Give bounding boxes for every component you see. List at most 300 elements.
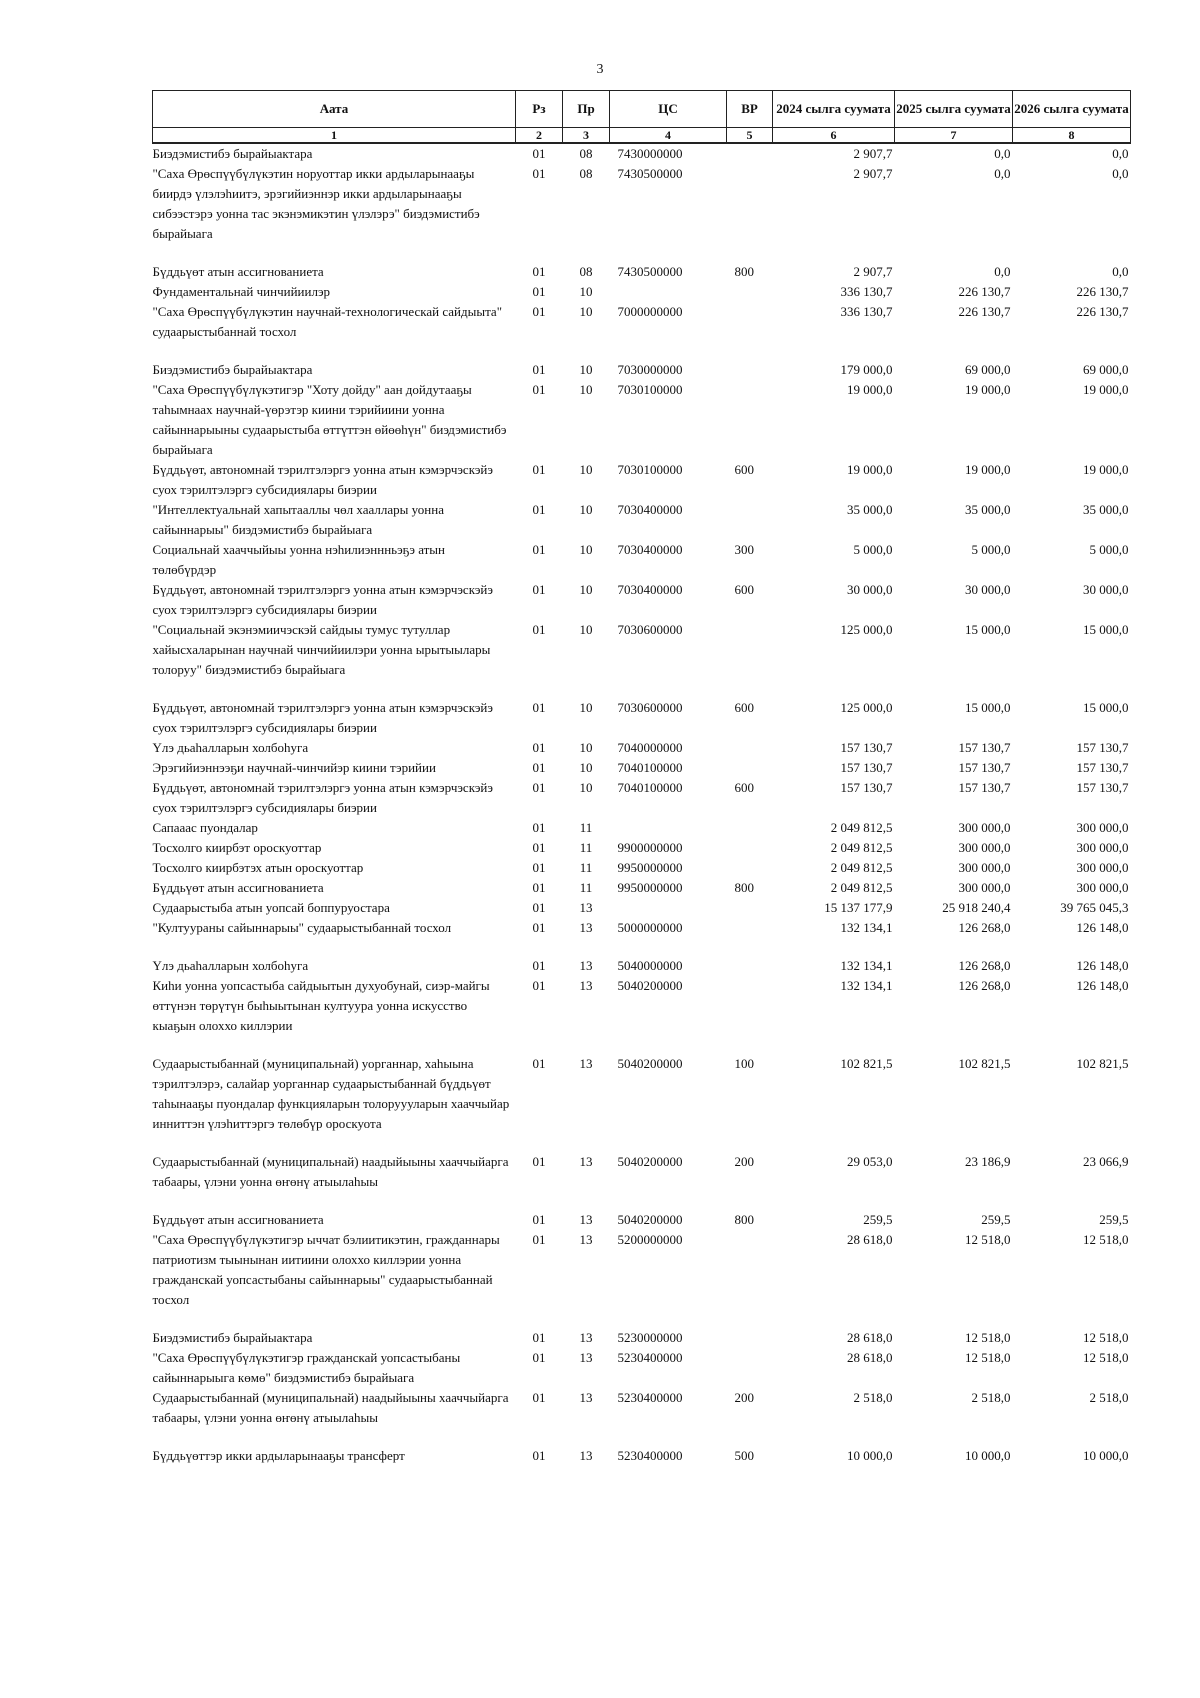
- row-vr: 600: [734, 582, 754, 597]
- row-rz: 01: [532, 502, 546, 517]
- row-pr: 08: [579, 146, 593, 161]
- row-cs: 5230400000: [617, 1350, 683, 1365]
- row-name: Үлэ дьаһалларын холбоһуга: [152, 958, 309, 973]
- row-name: Бүддьүөт, автономнай тэрилтэлэргэ уонна атын кэмэрчэскэйэ суох тэрилтэлэргэ субсидиялары биэрии: [152, 780, 493, 815]
- row-amount-2025: 300 000,0: [958, 840, 1011, 855]
- row-rz: 01: [532, 1056, 546, 1071]
- row-amount-2025: 157 130,7: [958, 760, 1011, 775]
- row-cs: 7000000000: [617, 304, 683, 319]
- row-pr: 10: [579, 760, 593, 775]
- row-amount-2025: 19 000,0: [965, 462, 1011, 477]
- row-cs: 9950000000: [617, 860, 683, 875]
- row-amount-2024: 2 049 812,5: [830, 820, 893, 835]
- row-amount-2026: 300 000,0: [1076, 840, 1129, 855]
- row-amount-2024: 2 049 812,5: [830, 860, 893, 875]
- row-rz: 01: [532, 1154, 546, 1169]
- row-amount-2025: 30 000,0: [965, 582, 1011, 597]
- row-name: Эрэгийиэннээҕи научнай-чинчийэр киини тэрийии: [152, 760, 436, 775]
- col-number: 5: [727, 128, 773, 144]
- row-amount-2026: 126 148,0: [1076, 920, 1129, 935]
- row-rz: 01: [532, 820, 546, 835]
- row-name: Биэдэмистибэ бырайыактара: [152, 1330, 313, 1345]
- table-header: [153, 91, 1131, 144]
- table-row: [153, 818, 1131, 838]
- table-row: [153, 620, 1131, 698]
- row-amount-2025: 69 000,0: [965, 362, 1011, 377]
- row-amount-2026: 102 821,5: [1076, 1056, 1129, 1071]
- row-amount-2024: 19 000,0: [847, 382, 893, 397]
- row-amount-2026: 5 000,0: [1089, 542, 1129, 557]
- row-pr: 10: [579, 780, 593, 795]
- row-amount-2025: 259,5: [981, 1212, 1011, 1227]
- row-amount-2025: 15 000,0: [965, 622, 1011, 637]
- table-row: [153, 1054, 1131, 1152]
- row-cs: 7030400000: [617, 582, 683, 597]
- row-rz: 01: [532, 700, 546, 715]
- row-cs: 7030400000: [617, 502, 683, 517]
- table-row: [153, 1328, 1131, 1348]
- row-pr: 10: [579, 740, 593, 755]
- row-rz: 01: [532, 1390, 546, 1405]
- row-name: Судаарыстыбаннай (муниципальнай) наадыйыыны хааччыйарга табаары, үлэни уонна өҥөнү атыылаһыы: [152, 1390, 509, 1425]
- row-rz: 01: [532, 880, 546, 895]
- row-pr: 13: [579, 978, 593, 993]
- table-row: [153, 738, 1131, 758]
- row-rz: 01: [532, 1448, 546, 1463]
- col-number: 1: [153, 128, 516, 144]
- row-amount-2024: 35 000,0: [847, 502, 893, 517]
- row-amount-2024: 125 000,0: [840, 700, 893, 715]
- row-rz: 01: [532, 382, 546, 397]
- row-amount-2025: 12 518,0: [965, 1330, 1011, 1345]
- row-vr: 800: [734, 264, 754, 279]
- col-number: 2: [516, 128, 563, 144]
- row-rz: 01: [532, 166, 546, 181]
- header-pr: Пр: [563, 91, 610, 128]
- row-name: Судаарыстыба атын уопсай боппуруостара: [152, 900, 390, 915]
- row-pr: 10: [579, 502, 593, 517]
- row-name: "Социальнай экэнэмиичэскэй сайдыы тумус тутуллар хайысхаларынан научнай чинчийиилэри уонна ырытыылары толоруу" биэдэмистибэ бырайыага: [152, 622, 491, 677]
- row-name: "Саха Өрөспүүбүлүкэтин научнай-технологическай сайдыыта" судаарыстыбаннай тосхол: [152, 304, 502, 339]
- row-cs: 5040200000: [617, 1154, 683, 1169]
- table-row: [153, 500, 1131, 540]
- row-vr: 500: [734, 1448, 754, 1463]
- row-cs: 7030600000: [617, 622, 683, 637]
- row-name: Бүддьүөт атын ассигнованиета: [152, 264, 324, 279]
- header-2024: 2024 сылга суумата: [773, 91, 895, 128]
- row-amount-2025: 2 518,0: [971, 1390, 1011, 1405]
- row-amount-2025: 10 000,0: [965, 1448, 1011, 1463]
- row-amount-2025: 157 130,7: [958, 740, 1011, 755]
- row-amount-2025: 0,0: [994, 146, 1011, 161]
- row-pr: 10: [579, 462, 593, 477]
- row-amount-2024: 132 134,1: [840, 958, 893, 973]
- col-number: 6: [773, 128, 895, 144]
- table-row: [153, 302, 1131, 360]
- table-row: [153, 838, 1131, 858]
- row-name: "Саха Өрөспүүбүлүкэтигэр гражданскай уопсастыбаны сайыннарыыга көмө" биэдэмистибэ бырайыага: [152, 1350, 461, 1385]
- header-vr: ВР: [727, 91, 773, 128]
- row-pr: 13: [579, 1330, 593, 1345]
- row-cs: 7030100000: [617, 382, 683, 397]
- row-pr: 10: [579, 582, 593, 597]
- table-row: [153, 360, 1131, 380]
- row-amount-2026: 2 518,0: [1089, 1390, 1129, 1405]
- row-vr: 600: [734, 462, 754, 477]
- row-cs: 7430500000: [617, 166, 683, 181]
- row-amount-2026: 12 518,0: [1083, 1330, 1129, 1345]
- row-vr: [727, 282, 773, 302]
- row-amount-2026: 19 000,0: [1083, 462, 1129, 477]
- row-rz: 01: [532, 264, 546, 279]
- row-vr: [727, 1230, 773, 1328]
- row-cs: 7430000000: [617, 146, 683, 161]
- table-row: [153, 460, 1131, 500]
- row-name: "Култуураны сайыннарыы" судаарыстыбаннай тосхол: [152, 920, 452, 935]
- row-name: Бүддьүөт, автономнай тэрилтэлэргэ уонна атын кэмэрчэскэйэ суох тэрилтэлэргэ субсидиялары биэрии: [152, 582, 493, 617]
- row-name: Бүддьүөт, автономнай тэрилтэлэргэ уонна атын кэмэрчэскэйэ суох тэрилтэлэргэ субсидиялары биэрии: [152, 700, 493, 735]
- row-amount-2024: 2 049 812,5: [830, 840, 893, 855]
- row-cs: [610, 898, 727, 918]
- col-number: 3: [563, 128, 610, 144]
- row-vr: [727, 918, 773, 956]
- row-amount-2024: 179 000,0: [840, 362, 893, 377]
- table-row: [153, 1230, 1131, 1328]
- header-cs: ЦС: [610, 91, 727, 128]
- row-pr: 13: [579, 900, 593, 915]
- row-vr: [727, 360, 773, 380]
- row-name: Фундаментальнай чинчийиилэр: [152, 284, 331, 299]
- row-cs: [610, 818, 727, 838]
- row-cs: 7030600000: [617, 700, 683, 715]
- row-cs: 9900000000: [617, 840, 683, 855]
- row-amount-2024: 30 000,0: [847, 582, 893, 597]
- row-amount-2026: 15 000,0: [1083, 700, 1129, 715]
- row-name: Судаарыстыбаннай (муниципальнай) уорганнар, хаһыына тэрилтэлэрэ, салайар уорганнар судаарыстыбаннай бүддьүөт таһынааҕы пуондалар функцияларын толоруууларын хааччыйар инниттэн үлэһиттэргэ төлөбүр ороскуота: [152, 1056, 510, 1131]
- table-row: [153, 878, 1131, 898]
- page-number: 3: [596, 62, 604, 77]
- row-rz: 01: [532, 760, 546, 775]
- row-rz: 01: [532, 900, 546, 915]
- row-cs: 7030400000: [617, 542, 683, 557]
- row-rz: 01: [532, 582, 546, 597]
- row-name: Бүддьүөт, автономнай тэрилтэлэргэ уонна атын кэмэрчэскэйэ суох тэрилтэлэргэ субсидиялары биэрии: [152, 462, 493, 497]
- row-pr: 11: [579, 880, 593, 895]
- table-row: [153, 380, 1131, 460]
- row-amount-2025: 5 000,0: [971, 542, 1011, 557]
- row-cs: 7430500000: [617, 264, 683, 279]
- row-pr: 11: [579, 860, 593, 875]
- row-pr: 08: [579, 166, 593, 181]
- row-amount-2026: 259,5: [1099, 1212, 1129, 1227]
- row-amount-2026: 0,0: [1112, 264, 1129, 279]
- row-rz: 01: [532, 542, 546, 557]
- row-pr: 10: [579, 304, 593, 319]
- table-row: [153, 282, 1131, 302]
- row-rz: 01: [532, 462, 546, 477]
- row-amount-2024: 157 130,7: [840, 780, 893, 795]
- row-amount-2026: 19 000,0: [1083, 382, 1129, 397]
- row-amount-2025: 0,0: [994, 264, 1011, 279]
- row-cs: 5040200000: [617, 1056, 683, 1071]
- row-name: Биэдэмистибэ бырайыактара: [152, 362, 313, 377]
- row-rz: 01: [532, 1232, 546, 1247]
- table-row: [153, 164, 1131, 262]
- row-cs: 5040200000: [617, 1212, 683, 1227]
- row-amount-2025: 12 518,0: [965, 1232, 1011, 1247]
- row-pr: 10: [579, 542, 593, 557]
- header-2025: 2025 сылга суумата: [895, 91, 1013, 128]
- row-vr: 100: [734, 1056, 754, 1071]
- row-rz: 01: [532, 146, 546, 161]
- table-row: [153, 143, 1131, 164]
- row-name: Тосхолго киирбэт ороскуоттар: [152, 840, 322, 855]
- row-pr: 10: [579, 284, 593, 299]
- row-vr: 200: [734, 1154, 754, 1169]
- row-amount-2025: 226 130,7: [958, 304, 1011, 319]
- row-rz: 01: [532, 622, 546, 637]
- row-pr: 13: [579, 958, 593, 973]
- row-amount-2024: 102 821,5: [840, 1056, 893, 1071]
- row-pr: 13: [579, 1212, 593, 1227]
- row-vr: [727, 143, 773, 164]
- row-amount-2024: 157 130,7: [840, 760, 893, 775]
- row-vr: [727, 620, 773, 698]
- row-vr: [727, 976, 773, 1054]
- row-amount-2025: 126 268,0: [958, 920, 1011, 935]
- row-pr: 13: [579, 1350, 593, 1365]
- row-rz: 01: [532, 920, 546, 935]
- row-rz: 01: [532, 740, 546, 755]
- row-cs: 9950000000: [617, 880, 683, 895]
- table-row: [153, 540, 1131, 580]
- table-row: [153, 698, 1131, 738]
- row-rz: 01: [532, 840, 546, 855]
- table-row: [153, 1348, 1131, 1388]
- row-amount-2026: 39 765 045,3: [1060, 900, 1129, 915]
- row-vr: [727, 1328, 773, 1348]
- row-amount-2025: 300 000,0: [958, 860, 1011, 875]
- row-rz: 01: [532, 1350, 546, 1365]
- row-cs: 7040100000: [617, 760, 683, 775]
- col-number: 8: [1013, 128, 1131, 144]
- row-amount-2025: 15 000,0: [965, 700, 1011, 715]
- row-rz: 01: [532, 978, 546, 993]
- table-row: [153, 898, 1131, 918]
- row-amount-2024: 5 000,0: [853, 542, 893, 557]
- row-rz: 01: [532, 362, 546, 377]
- row-amount-2024: 28 618,0: [847, 1232, 893, 1247]
- row-name: Тосхолго киирбэтэх атын ороскуоттар: [152, 860, 364, 875]
- row-amount-2025: 12 518,0: [965, 1350, 1011, 1365]
- row-amount-2026: 23 066,9: [1083, 1154, 1129, 1169]
- row-cs: 5230400000: [617, 1390, 683, 1405]
- table-row: [153, 758, 1131, 778]
- row-name: Сапааас пуондалар: [152, 820, 258, 835]
- row-amount-2024: 157 130,7: [840, 740, 893, 755]
- row-cs: 7030100000: [617, 462, 683, 477]
- row-amount-2024: 2 049 812,5: [830, 880, 893, 895]
- row-name: Бүддьүөт атын ассигнованиета: [152, 1212, 324, 1227]
- row-rz: 01: [532, 860, 546, 875]
- row-pr: 13: [579, 920, 593, 935]
- row-amount-2026: 126 148,0: [1076, 958, 1129, 973]
- row-amount-2025: 25 918 240,4: [942, 900, 1011, 915]
- row-amount-2026: 0,0: [1112, 146, 1129, 161]
- header-name: Аата: [153, 91, 516, 128]
- row-amount-2025: 35 000,0: [965, 502, 1011, 517]
- row-amount-2024: 2 907,7: [853, 146, 893, 161]
- row-cs: 7040000000: [617, 740, 683, 755]
- table-row: [153, 580, 1131, 620]
- row-amount-2026: 157 130,7: [1076, 740, 1129, 755]
- row-amount-2026: 300 000,0: [1076, 860, 1129, 875]
- row-pr: 10: [579, 362, 593, 377]
- row-amount-2024: 259,5: [863, 1212, 893, 1227]
- row-vr: [727, 1348, 773, 1388]
- row-amount-2025: 19 000,0: [965, 382, 1011, 397]
- row-amount-2024: 19 000,0: [847, 462, 893, 477]
- row-name: Үлэ дьаһалларын холбоһуга: [152, 740, 309, 755]
- row-cs: 5000000000: [617, 920, 683, 935]
- row-amount-2025: 0,0: [994, 166, 1011, 181]
- row-name: Бүддьүөт атын ассигнованиета: [152, 880, 324, 895]
- row-vr: 300: [734, 542, 754, 557]
- row-amount-2024: 125 000,0: [840, 622, 893, 637]
- row-name: "Саха Өрөспүүбүлүкэтин норуоттар икки ардыларынааҕы биирдэ үлэлэһиитэ, эрэгийиэннэр икки ардыларынааҕы сибээстэрэ уонна тас экэнэмикэтин үлэлэрэ" биэдэмистибэ бырайыага: [152, 166, 480, 241]
- table-row: [153, 1446, 1131, 1466]
- row-amount-2025: 157 130,7: [958, 780, 1011, 795]
- row-rz: 01: [532, 304, 546, 319]
- row-name: "Саха Өрөспүүбүлүкэтигэр "Хоту дойду" аан дойдутааҕы таһымнаах научнай-үөрэтэр киини тэрийиини уонна сайыннарыыны судаарыстыба өттүттэн өйөөһүн" биэдэмистибэ бырайыага: [152, 382, 507, 457]
- row-amount-2026: 226 130,7: [1076, 284, 1129, 299]
- row-amount-2025: 300 000,0: [958, 820, 1011, 835]
- row-name: Социальнай хааччыйыы уонна нэһилиэннньэҕэ атын төлөбүрдэр: [152, 542, 445, 577]
- row-cs: 5200000000: [617, 1232, 683, 1247]
- row-pr: 11: [579, 820, 593, 835]
- table-row: [153, 956, 1131, 976]
- row-cs: 5230400000: [617, 1448, 683, 1463]
- row-pr: 13: [579, 1448, 593, 1463]
- row-vr: [727, 380, 773, 460]
- row-amount-2026: 35 000,0: [1083, 502, 1129, 517]
- row-rz: 01: [532, 1212, 546, 1227]
- row-name: Киһи уонна уопсастыба сайдыытын духуобунай, сиэр-майгы өттүнэн төрүтүн быһыытынан култуура уонна искусство кыаҕын олоххо киллэрии: [152, 978, 490, 1033]
- row-amount-2024: 28 618,0: [847, 1350, 893, 1365]
- row-rz: 01: [532, 284, 546, 299]
- row-cs: 5040200000: [617, 978, 683, 993]
- row-amount-2025: 23 186,9: [965, 1154, 1011, 1169]
- row-amount-2024: 132 134,1: [840, 978, 893, 993]
- row-cs: 7040100000: [617, 780, 683, 795]
- row-amount-2025: 102 821,5: [958, 1056, 1011, 1071]
- table-row: [153, 976, 1131, 1054]
- table-row: [153, 778, 1131, 818]
- row-vr: [727, 838, 773, 858]
- row-amount-2024: 2 907,7: [853, 166, 893, 181]
- row-amount-2024: 2 907,7: [853, 264, 893, 279]
- row-amount-2026: 157 130,7: [1076, 780, 1129, 795]
- table-row: [153, 1388, 1131, 1446]
- row-vr: [727, 500, 773, 540]
- row-amount-2026: 69 000,0: [1083, 362, 1129, 377]
- row-vr: [727, 858, 773, 878]
- row-vr: [727, 818, 773, 838]
- table-row: [153, 858, 1131, 878]
- row-name: Судаарыстыбаннай (муниципальнай) наадыйыыны хааччыйарга табаары, үлэни уонна өҥөнү атыылаһыы: [152, 1154, 509, 1189]
- row-amount-2025: 300 000,0: [958, 880, 1011, 895]
- row-amount-2026: 0,0: [1112, 166, 1129, 181]
- row-amount-2026: 300 000,0: [1076, 820, 1129, 835]
- row-rz: 01: [532, 1330, 546, 1345]
- row-amount-2026: 12 518,0: [1083, 1350, 1129, 1365]
- row-amount-2024: 10 000,0: [847, 1448, 893, 1463]
- row-rz: 01: [532, 780, 546, 795]
- row-pr: 08: [579, 264, 593, 279]
- budget-table: [152, 90, 1131, 1466]
- col-number: 4: [610, 128, 727, 144]
- row-pr: 13: [579, 1154, 593, 1169]
- row-vr: 800: [734, 1212, 754, 1227]
- table-row: [153, 918, 1131, 956]
- row-vr: [727, 956, 773, 976]
- row-amount-2026: 300 000,0: [1076, 880, 1129, 895]
- row-vr: 600: [734, 780, 754, 795]
- row-amount-2024: 28 618,0: [847, 1330, 893, 1345]
- row-amount-2026: 10 000,0: [1083, 1448, 1129, 1463]
- row-amount-2026: 15 000,0: [1083, 622, 1129, 637]
- row-vr: 200: [734, 1390, 754, 1405]
- row-vr: [727, 758, 773, 778]
- row-amount-2026: 30 000,0: [1083, 582, 1129, 597]
- row-vr: 800: [734, 880, 754, 895]
- row-cs: [610, 282, 727, 302]
- table-row: [153, 1152, 1131, 1210]
- row-amount-2026: 12 518,0: [1083, 1232, 1129, 1247]
- row-pr: 11: [579, 840, 593, 855]
- row-pr: 13: [579, 1390, 593, 1405]
- row-amount-2024: 2 518,0: [853, 1390, 893, 1405]
- table-row: [153, 262, 1131, 282]
- row-name: Бүддьүөттэр икки ардыларынааҕы трансферт: [152, 1448, 405, 1463]
- row-name: "Саха Өрөспүүбүлүкэтигэр ыччат бэлиитикэтин, гражданнары патриотизм тыынынан иитиини олоххо киллэрии уонна гражданскай уопсастыбаны сайыннарыы" судаарыстыбаннай тосхол: [152, 1232, 500, 1307]
- row-amount-2025: 126 268,0: [958, 958, 1011, 973]
- row-pr: 13: [579, 1232, 593, 1247]
- row-amount-2026: 226 130,7: [1076, 304, 1129, 319]
- table-body: [153, 143, 1131, 1466]
- row-vr: 600: [734, 700, 754, 715]
- row-amount-2025: 126 268,0: [958, 978, 1011, 993]
- header-rz: Рз: [516, 91, 563, 128]
- col-number: 7: [895, 128, 1013, 144]
- row-rz: 01: [532, 958, 546, 973]
- row-amount-2024: 336 130,7: [840, 304, 893, 319]
- row-cs: 5040000000: [617, 958, 683, 973]
- row-vr: [727, 302, 773, 360]
- row-cs: 7030000000: [617, 362, 683, 377]
- row-cs: 5230000000: [617, 1330, 683, 1345]
- row-amount-2026: 157 130,7: [1076, 760, 1129, 775]
- row-pr: 10: [579, 622, 593, 637]
- row-vr: [727, 164, 773, 262]
- row-amount-2024: 336 130,7: [840, 284, 893, 299]
- row-name: "Интеллектуальнай хапытааллы чөл хааллары уонна сайыннарыы" биэдэмистибэ бырайыага: [152, 502, 444, 537]
- row-amount-2026: 126 148,0: [1076, 978, 1129, 993]
- row-pr: 13: [579, 1056, 593, 1071]
- header-2026: 2026 сылга суумата: [1013, 91, 1131, 128]
- row-name: Биэдэмистибэ бырайыактара: [152, 146, 313, 161]
- row-amount-2024: 132 134,1: [840, 920, 893, 935]
